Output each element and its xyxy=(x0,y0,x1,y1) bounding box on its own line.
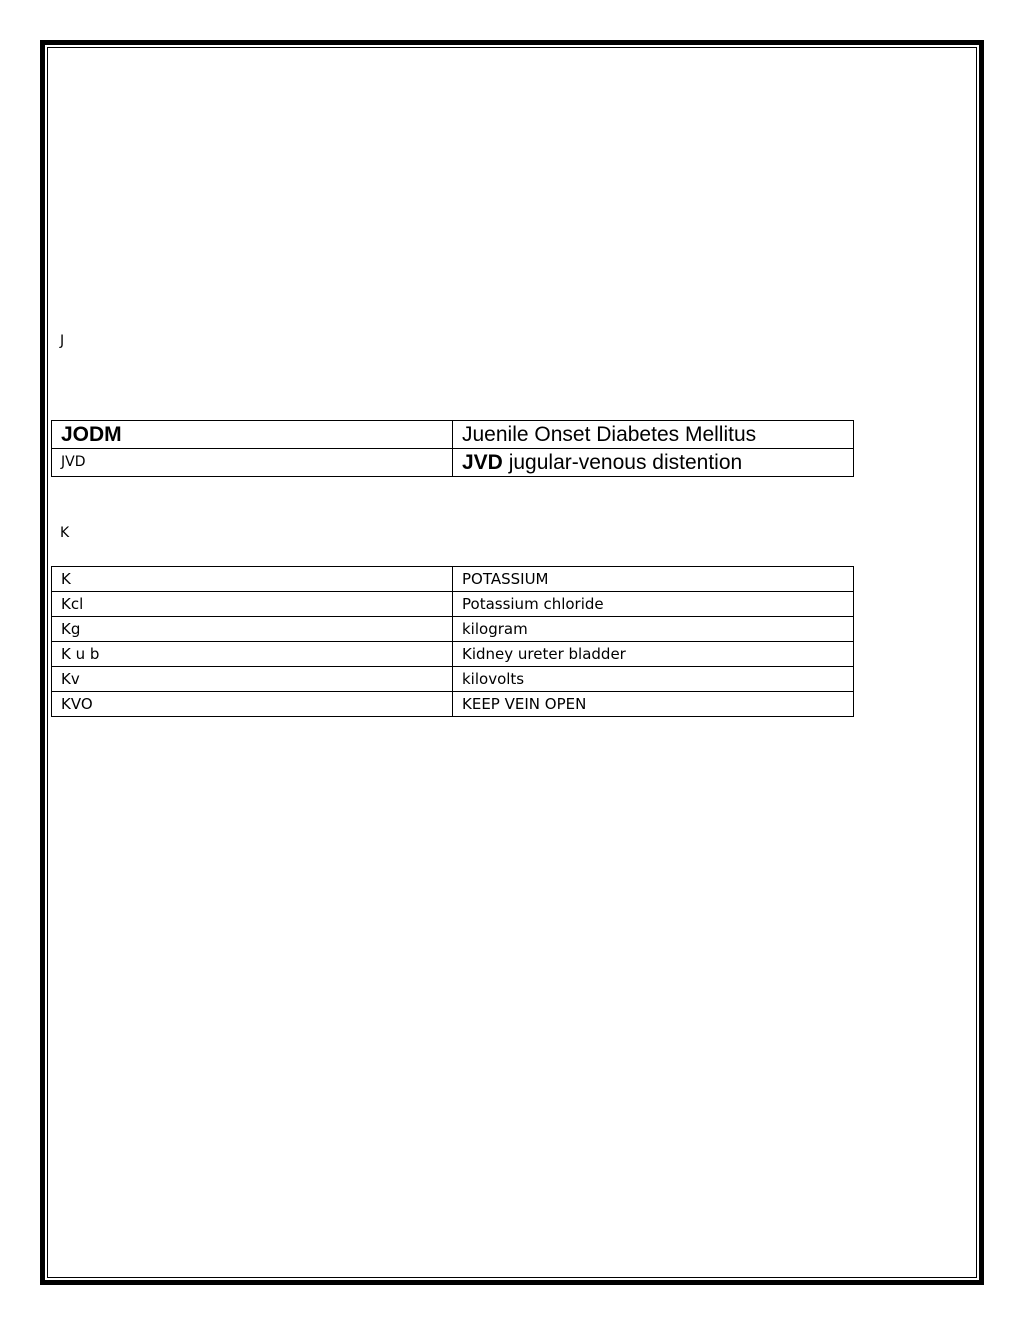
abbreviation-cell: KVO xyxy=(52,692,453,717)
abbreviation-table-k xyxy=(51,566,854,717)
table-row xyxy=(52,449,854,477)
abbreviation-cell: Kg xyxy=(52,617,453,642)
abbreviation-cell: JODM xyxy=(52,421,453,449)
meaning-text: jugular-venous distention xyxy=(502,451,743,474)
meaning-cell: Potassium chloride xyxy=(453,592,854,617)
section-heading-j: J xyxy=(60,333,65,349)
meaning-cell: kilogram xyxy=(453,617,854,642)
table-row xyxy=(52,421,854,449)
abbreviation-cell: K u b xyxy=(52,642,453,667)
abbreviation-text: JVD xyxy=(61,454,86,470)
table-row xyxy=(52,617,854,642)
abbreviation-cell: K xyxy=(52,567,453,592)
abbreviation-cell: Kv xyxy=(52,667,453,692)
table-row xyxy=(52,642,854,667)
meaning-cell: kilovolts xyxy=(453,667,854,692)
meaning-cell: Juenile Onset Diabetes Mellitus xyxy=(453,421,854,449)
abbreviation-table-j xyxy=(51,420,854,477)
section-heading-k: K xyxy=(60,525,70,541)
meaning-cell: KEEP VEIN OPEN xyxy=(453,692,854,717)
table-row xyxy=(52,592,854,617)
abbreviation-cell xyxy=(52,449,453,477)
meaning-cell xyxy=(453,449,854,477)
meaning-bold-text: JVD xyxy=(462,451,503,474)
abbreviation-cell: Kcl xyxy=(52,592,453,617)
table-row xyxy=(52,667,854,692)
meaning-cell: Kidney ureter bladder xyxy=(453,642,854,667)
table-row xyxy=(52,692,854,717)
meaning-cell: POTASSIUM xyxy=(453,567,854,592)
table-row xyxy=(52,567,854,592)
